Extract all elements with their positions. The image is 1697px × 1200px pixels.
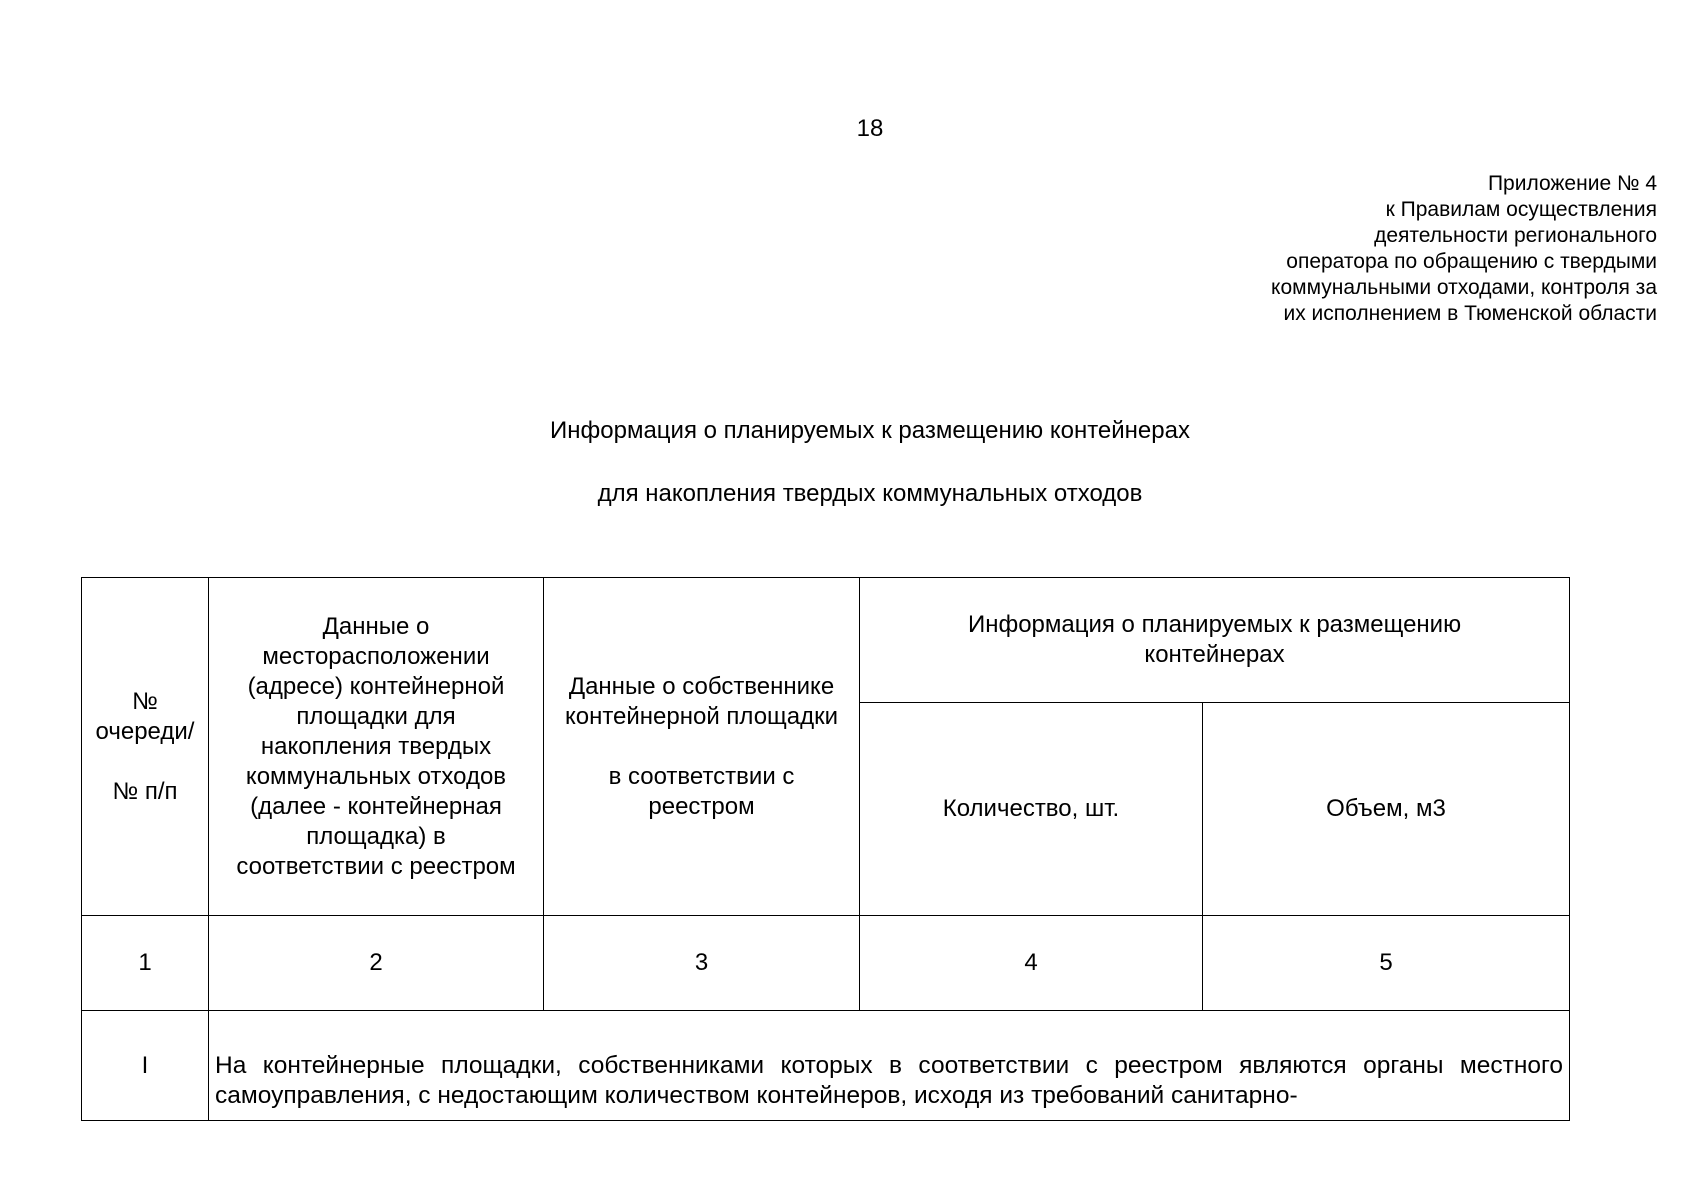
appendix-line: к Правилам осуществления	[1385, 198, 1657, 221]
column-number: 2	[209, 916, 544, 1011]
column-number: 5	[1203, 916, 1570, 1011]
table-row	[82, 1011, 1570, 1121]
appendix-reference	[1271, 171, 1657, 327]
document-title-line-1: Информация о планируемых к размещению контейнерах	[550, 417, 1190, 444]
appendix-line: Приложение № 4	[1487, 172, 1657, 195]
table-header-row	[82, 578, 1570, 703]
header-volume: Объем, м3	[1203, 703, 1570, 916]
column-number: 1	[82, 916, 209, 1011]
column-number: 3	[544, 916, 860, 1011]
container-info-table	[81, 577, 1570, 1121]
document-title-line-2: для накопления твердых коммунальных отходов	[597, 480, 1143, 507]
appendix-line: оператора по обращению с твердыми	[1286, 250, 1657, 273]
header-queue-number: № очереди/ № п/п	[82, 578, 209, 916]
header-planned-containers-group: Информация о планируемых к размещению контейнерах	[860, 578, 1570, 703]
column-number: 4	[860, 916, 1203, 1011]
appendix-line: их исполнением в Тюменской области	[1283, 302, 1657, 325]
section-number: I	[82, 1011, 209, 1121]
header-quantity: Количество, шт.	[860, 703, 1203, 916]
appendix-line: деятельности регионального	[1374, 224, 1657, 247]
page-number: 18	[856, 115, 884, 142]
header-owner-data: Данные о собственнике контейнерной площадки в соответствии с реестром	[544, 578, 860, 916]
header-location-data: Данные о месторасположении (адресе) контейнерной площадки для накопления твердых коммунальных отходов (далее - контейнерная площадка) в соответствии с реестром	[209, 578, 544, 916]
appendix-line: коммунальными отходами, контроля за	[1271, 276, 1657, 299]
section-text: На контейнерные площадки, собственниками которых в соответствии с реестром являются органы местного самоуправления, с недостающим количеством контейнеров, исходя из требований санитарно-	[209, 1011, 1570, 1121]
column-numbers-row	[82, 916, 1570, 1011]
